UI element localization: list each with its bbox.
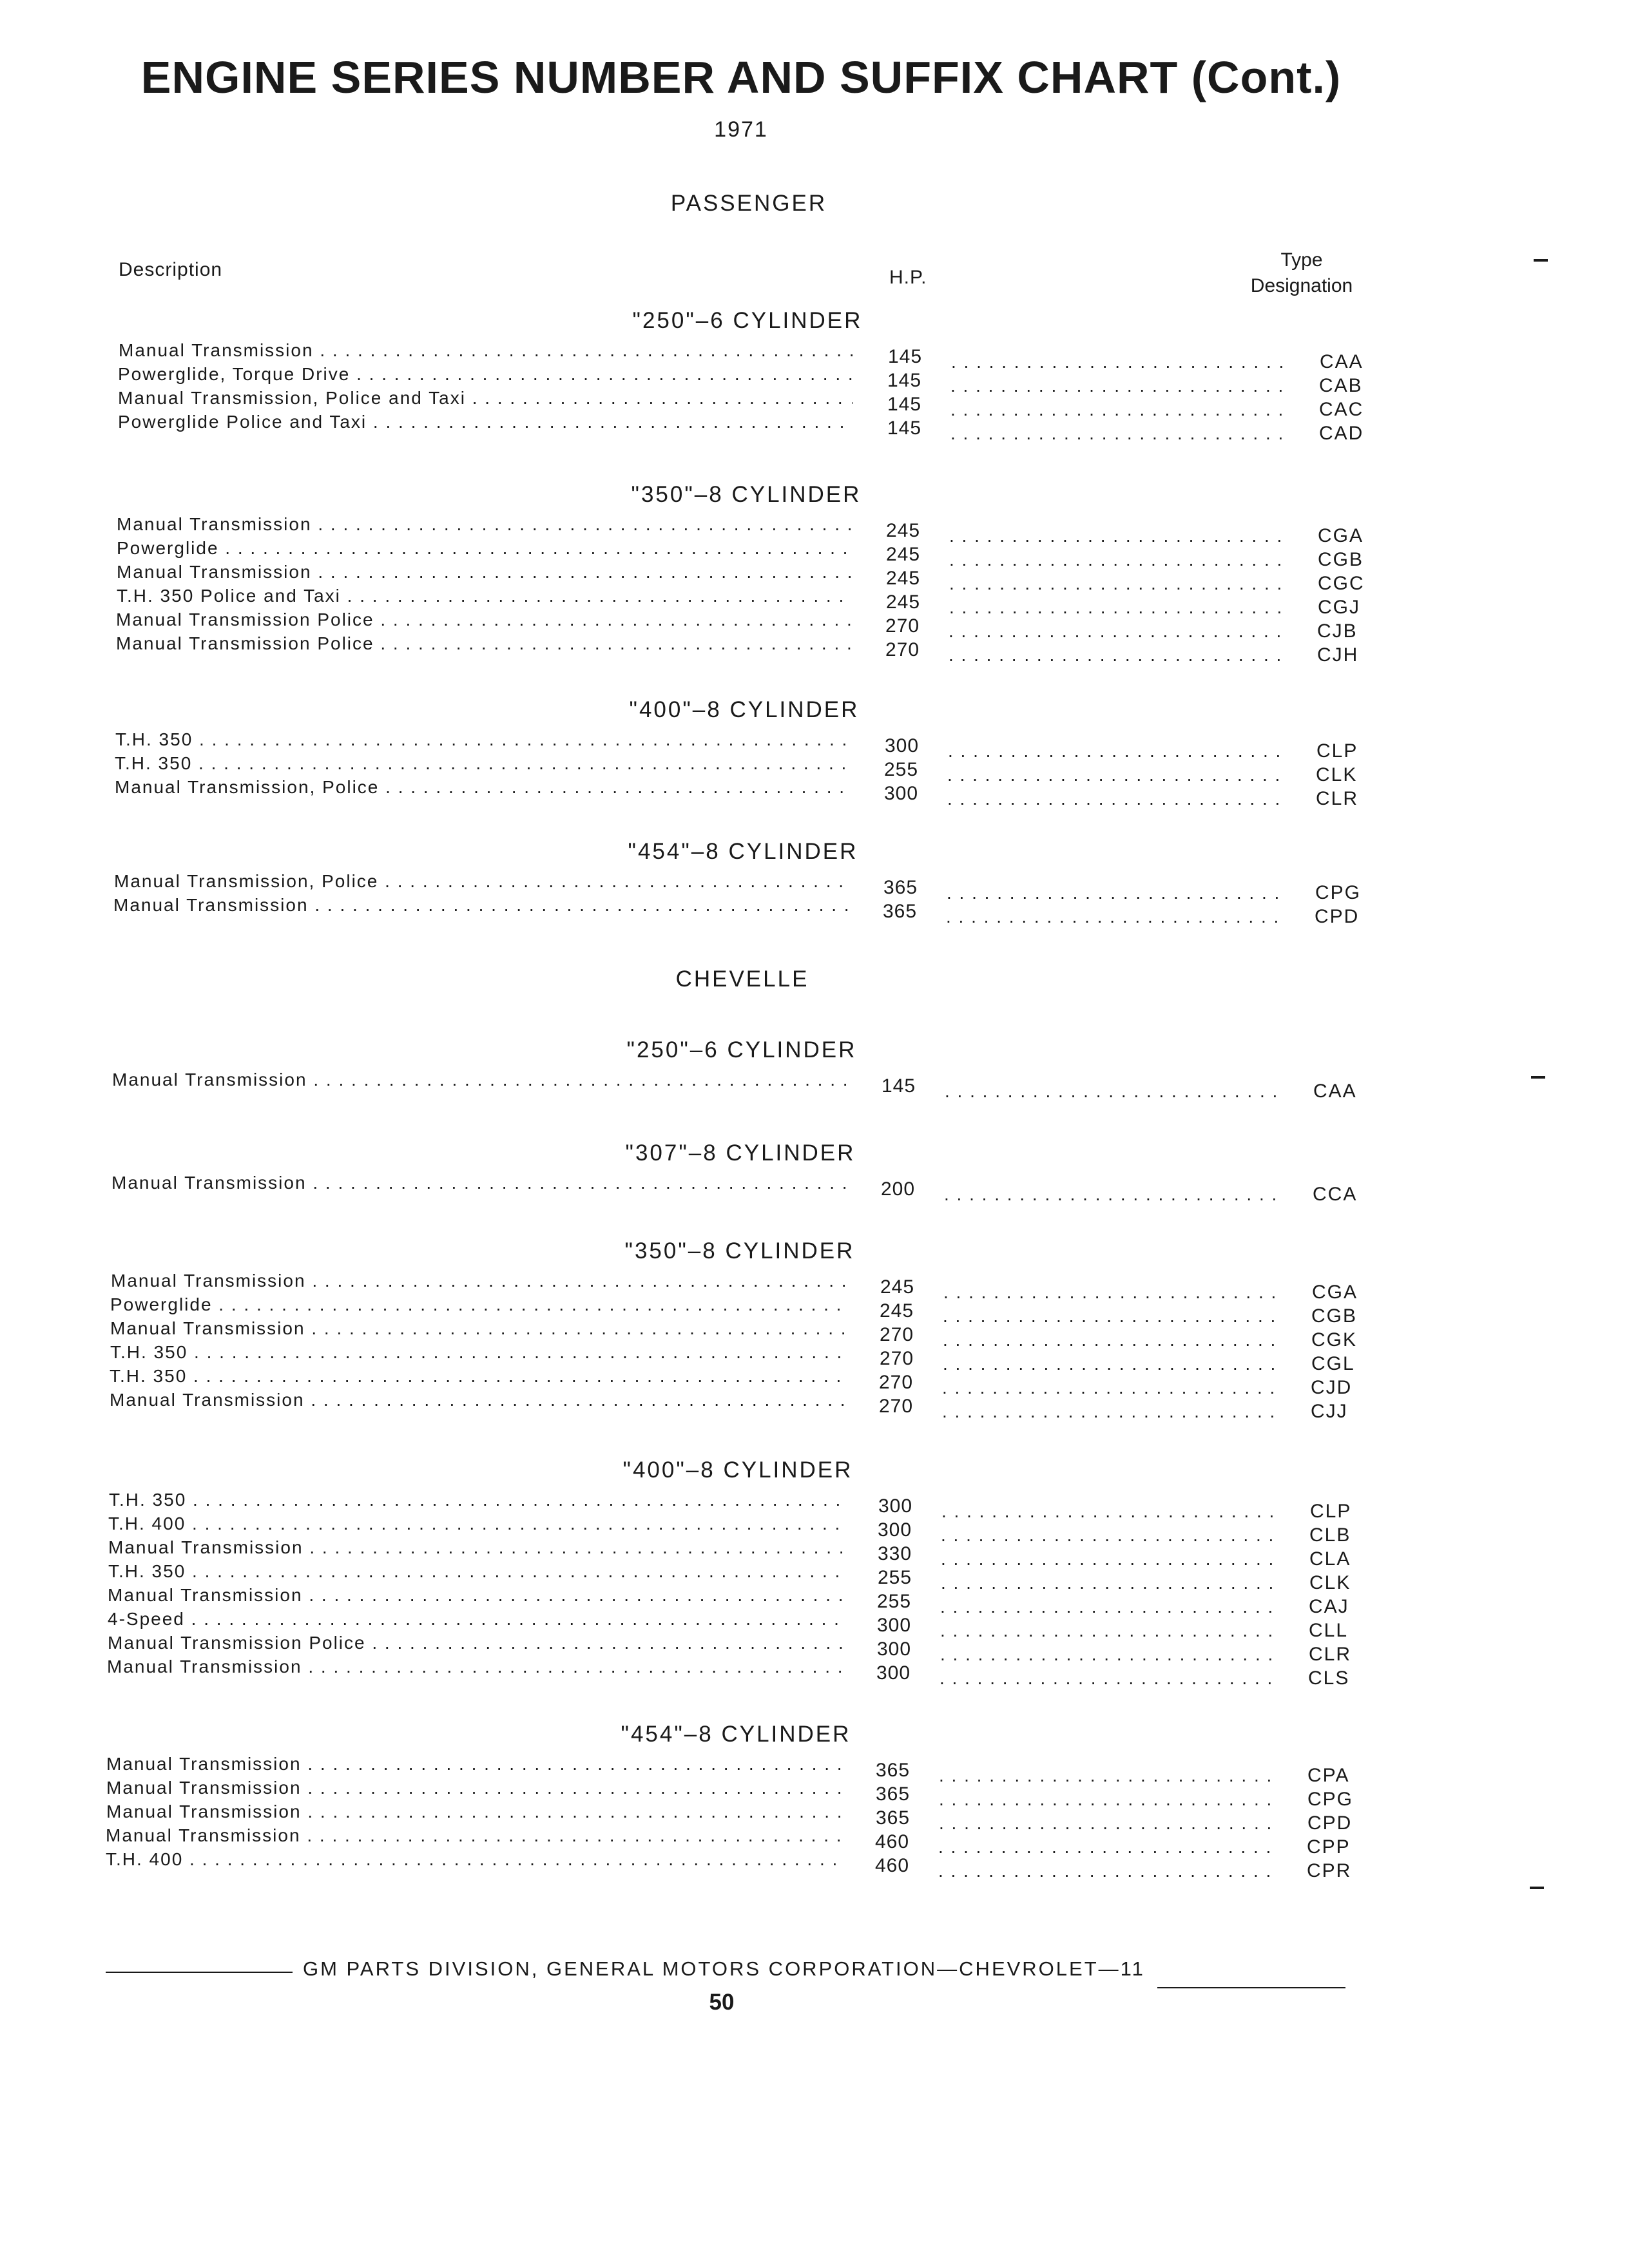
row-description: T.H. 350 . . . [115, 752, 849, 775]
row-type-designation: CJJ [1311, 1401, 1348, 1422]
section-heading: "350"–8 CYLINDER [624, 1238, 855, 1264]
table-row [0, 1848, 1629, 1881]
row-type-designation: CJH [1317, 644, 1359, 666]
row-leader-dots [946, 905, 1281, 928]
row-horsepower: 245 [880, 1300, 914, 1321]
row-type-designation: CAD [1319, 423, 1364, 444]
row-horsepower: 245 [886, 520, 921, 541]
table-row [0, 1365, 1629, 1398]
row-type-designation: CLB [1309, 1524, 1351, 1546]
table-row [0, 561, 1629, 594]
row-type-designation: CGK [1311, 1329, 1358, 1350]
row-description: Manual Transmission . . . [108, 1584, 842, 1607]
row-description: Manual Transmission . . . [106, 1776, 841, 1800]
section-heading: "400"–8 CYLINDER [622, 1457, 853, 1483]
group-heading: PASSENGER [670, 191, 827, 216]
table-row [0, 1293, 1629, 1327]
row-type-designation: CPR [1307, 1860, 1352, 1881]
row-horsepower: 245 [880, 1276, 915, 1298]
table-row [0, 728, 1629, 762]
table-row [0, 1655, 1629, 1689]
row-horsepower: 255 [884, 759, 919, 780]
row-horsepower: 255 [877, 1591, 912, 1612]
row-type-designation: CPG [1315, 882, 1362, 903]
row-horsepower: 300 [878, 1495, 913, 1517]
row-type-designation: CJB [1317, 620, 1358, 642]
row-horsepower: 270 [885, 639, 920, 660]
row-horsepower: 145 [887, 394, 922, 415]
row-horsepower: 365 [883, 901, 918, 922]
table-row [0, 1776, 1629, 1810]
row-leader-dots [949, 644, 1284, 667]
type-header-line2: Designation [1250, 275, 1353, 296]
row-type-designation: CLR [1309, 1644, 1352, 1665]
table-row [0, 870, 1629, 903]
row-description: T.H. 350 . . . [110, 1341, 845, 1364]
table-row [0, 1560, 1629, 1593]
table-row [0, 1389, 1629, 1422]
row-type-designation: CPA [1307, 1765, 1350, 1786]
row-horsepower: 365 [876, 1760, 911, 1781]
row-description: Manual Transmission . . . [108, 1536, 843, 1559]
table-row [0, 584, 1629, 618]
row-horsepower: 300 [884, 783, 919, 804]
row-description: Manual Transmission . . . [112, 1068, 847, 1091]
row-horsepower: 270 [879, 1396, 914, 1417]
hp-column-header: H.P. [889, 267, 927, 288]
table-row [0, 1608, 1629, 1641]
margin-mark [1534, 259, 1548, 262]
table-row [0, 537, 1629, 570]
margin-mark [1531, 1076, 1545, 1079]
row-type-designation: CAB [1319, 375, 1363, 396]
row-type-designation: CGC [1318, 573, 1365, 594]
row-description: Manual Transmission . . . [111, 1171, 846, 1195]
row-description: Manual Transmission Police . . . [108, 1631, 842, 1655]
table-row [0, 1631, 1629, 1665]
row-description: Powerglide Police and Taxi . . . [118, 410, 853, 434]
row-description: Manual Transmission, Police and Taxi . . . [118, 387, 853, 410]
row-horsepower: 365 [876, 1783, 911, 1805]
table-row [0, 1800, 1629, 1834]
table-row [0, 1269, 1629, 1303]
footer-rule-left [106, 1972, 293, 1973]
row-type-designation: CAA [1313, 1081, 1357, 1102]
footer-rule-right [1157, 1987, 1345, 1988]
row-horsepower: 300 [877, 1615, 912, 1636]
row-description: Powerglide, Torque Drive . . . [118, 363, 853, 386]
row-horsepower: 460 [875, 1831, 910, 1852]
row-description: Manual Transmission . . . [110, 1317, 845, 1340]
row-type-designation: CAA [1320, 351, 1364, 372]
table-row [0, 632, 1629, 666]
table-row [0, 513, 1629, 546]
row-type-designation: CAJ [1309, 1596, 1349, 1617]
row-horsepower: 270 [880, 1348, 914, 1369]
table-row [0, 1584, 1629, 1617]
table-row [0, 1536, 1629, 1570]
table-row [0, 1488, 1629, 1522]
section-heading: "250"–6 CYLINDER [626, 1037, 857, 1062]
row-description: Manual Transmission, Police . . . [115, 776, 849, 799]
row-horsepower: 145 [887, 418, 922, 439]
table-row [0, 894, 1629, 927]
row-description: 4-Speed . . . [108, 1608, 842, 1631]
table-row [0, 1512, 1629, 1546]
section-heading: "307"–8 CYLINDER [625, 1140, 856, 1166]
row-horsepower: 145 [888, 346, 923, 367]
table-row [0, 1824, 1629, 1858]
year-label: 1971 [714, 117, 768, 142]
table-row [0, 776, 1629, 809]
row-description: Manual Transmission . . . [106, 1753, 841, 1776]
row-horsepower: 300 [878, 1519, 912, 1541]
row-description: Manual Transmission . . . [117, 513, 851, 536]
row-description: T.H. 350 . . . [115, 728, 850, 751]
row-horsepower: 270 [885, 615, 920, 637]
margin-mark [1530, 1887, 1544, 1889]
table-row [0, 608, 1629, 642]
row-type-designation: CPG [1307, 1789, 1354, 1810]
row-horsepower: 245 [886, 591, 921, 613]
table-row [0, 363, 1629, 396]
row-horsepower: 365 [883, 877, 918, 898]
section-heading: "454"–8 CYLINDER [628, 839, 858, 864]
row-horsepower: 245 [886, 568, 921, 589]
row-leader-dots [942, 1400, 1277, 1423]
row-type-designation: CJD [1311, 1377, 1353, 1398]
row-horsepower: 300 [877, 1639, 912, 1660]
section-heading: "454"–8 CYLINDER [621, 1722, 851, 1747]
section-heading: "400"–8 CYLINDER [629, 697, 860, 722]
row-description: Powerglide . . . [110, 1293, 845, 1316]
table-row [0, 1068, 1629, 1102]
row-description: T.H. 350 . . . [109, 1488, 843, 1512]
row-description: Manual Transmission . . . [107, 1655, 842, 1678]
row-horsepower: 300 [885, 735, 920, 756]
row-horsepower: 255 [878, 1567, 912, 1588]
row-description: Manual Transmission . . . [117, 561, 851, 584]
row-description: T.H. 350 Police and Taxi . . . [117, 584, 851, 608]
row-horsepower: 460 [875, 1855, 910, 1876]
row-type-designation: CLS [1308, 1667, 1350, 1689]
row-type-designation: CGA [1312, 1282, 1358, 1303]
section-heading: "250"–6 CYLINDER [632, 308, 863, 333]
row-type-designation: CLR [1316, 788, 1359, 809]
row-description: Manual Transmission . . . [119, 339, 853, 362]
table-row [0, 1317, 1629, 1350]
row-type-designation: CLP [1316, 740, 1358, 762]
row-description: Manual Transmission Police . . . [116, 632, 851, 655]
description-column-header: Description [119, 259, 223, 280]
row-description: Manual Transmission . . . [111, 1269, 845, 1293]
row-description: Manual Transmission . . . [110, 1389, 844, 1412]
page-title: ENGINE SERIES NUMBER AND SUFFIX CHART (Cont.) [140, 52, 1342, 102]
row-type-designation: CCA [1313, 1184, 1358, 1205]
row-horsepower: 330 [878, 1543, 912, 1564]
row-leader-dots [940, 1667, 1275, 1690]
row-description: T.H. 400 . . . [108, 1512, 843, 1535]
row-type-designation: CPP [1307, 1836, 1351, 1858]
row-type-designation: CAC [1319, 399, 1364, 420]
type-header-line1: Type [1280, 249, 1323, 271]
row-type-designation: CPD [1307, 1812, 1353, 1834]
row-leader-dots [950, 422, 1286, 445]
table-row [0, 1341, 1629, 1374]
table-row [0, 1753, 1629, 1786]
row-description: Manual Transmission . . . [106, 1800, 841, 1823]
row-type-designation: CLK [1309, 1572, 1351, 1593]
page-number: 50 [709, 1990, 735, 2015]
table-row [0, 752, 1629, 785]
row-type-designation: CLP [1310, 1501, 1352, 1522]
row-horsepower: 245 [886, 544, 921, 565]
row-type-designation: CPD [1315, 906, 1360, 927]
row-description: Manual Transmission Police . . . [116, 608, 851, 631]
row-type-designation: CGJ [1318, 597, 1360, 618]
row-description: Manual Transmission . . . [106, 1824, 840, 1847]
row-horsepower: 270 [879, 1372, 914, 1393]
section-heading: "350"–8 CYLINDER [631, 482, 862, 507]
row-description: T.H. 350 . . . [110, 1365, 844, 1388]
table-row [0, 387, 1629, 420]
row-type-designation: CGB [1318, 549, 1364, 570]
row-type-designation: CGA [1318, 525, 1364, 546]
row-horsepower: 200 [881, 1178, 916, 1200]
row-description: T.H. 400 . . . [106, 1848, 840, 1871]
row-type-designation: CLK [1316, 764, 1358, 785]
footer-text: GM PARTS DIVISION, GENERAL MOTORS CORPORATION—CHEVROLET—11 [303, 1957, 1145, 1980]
type-designation-column-header [1244, 247, 1360, 299]
row-description: Powerglide . . . [117, 537, 851, 560]
row-horsepower: 365 [876, 1807, 911, 1829]
row-leader-dots [938, 1860, 1273, 1883]
row-leader-dots [944, 1183, 1279, 1206]
table-row [0, 339, 1629, 372]
table-row [0, 1171, 1629, 1205]
table-row [0, 410, 1629, 444]
row-description: Manual Transmission . . . [113, 894, 848, 917]
row-type-designation: CGL [1311, 1353, 1355, 1374]
row-type-designation: CLL [1309, 1620, 1349, 1641]
row-description: Manual Transmission, Police . . . [114, 870, 849, 893]
row-type-designation: CGB [1311, 1305, 1358, 1327]
row-leader-dots [947, 787, 1282, 811]
row-horsepower: 145 [887, 370, 922, 391]
row-horsepower: 300 [876, 1662, 911, 1684]
row-horsepower: 270 [880, 1324, 914, 1345]
row-type-designation: CLA [1309, 1548, 1351, 1570]
row-leader-dots [945, 1080, 1280, 1103]
group-heading: CHEVELLE [675, 966, 809, 992]
row-horsepower: 145 [882, 1075, 916, 1097]
row-description: T.H. 350 . . . [108, 1560, 843, 1583]
